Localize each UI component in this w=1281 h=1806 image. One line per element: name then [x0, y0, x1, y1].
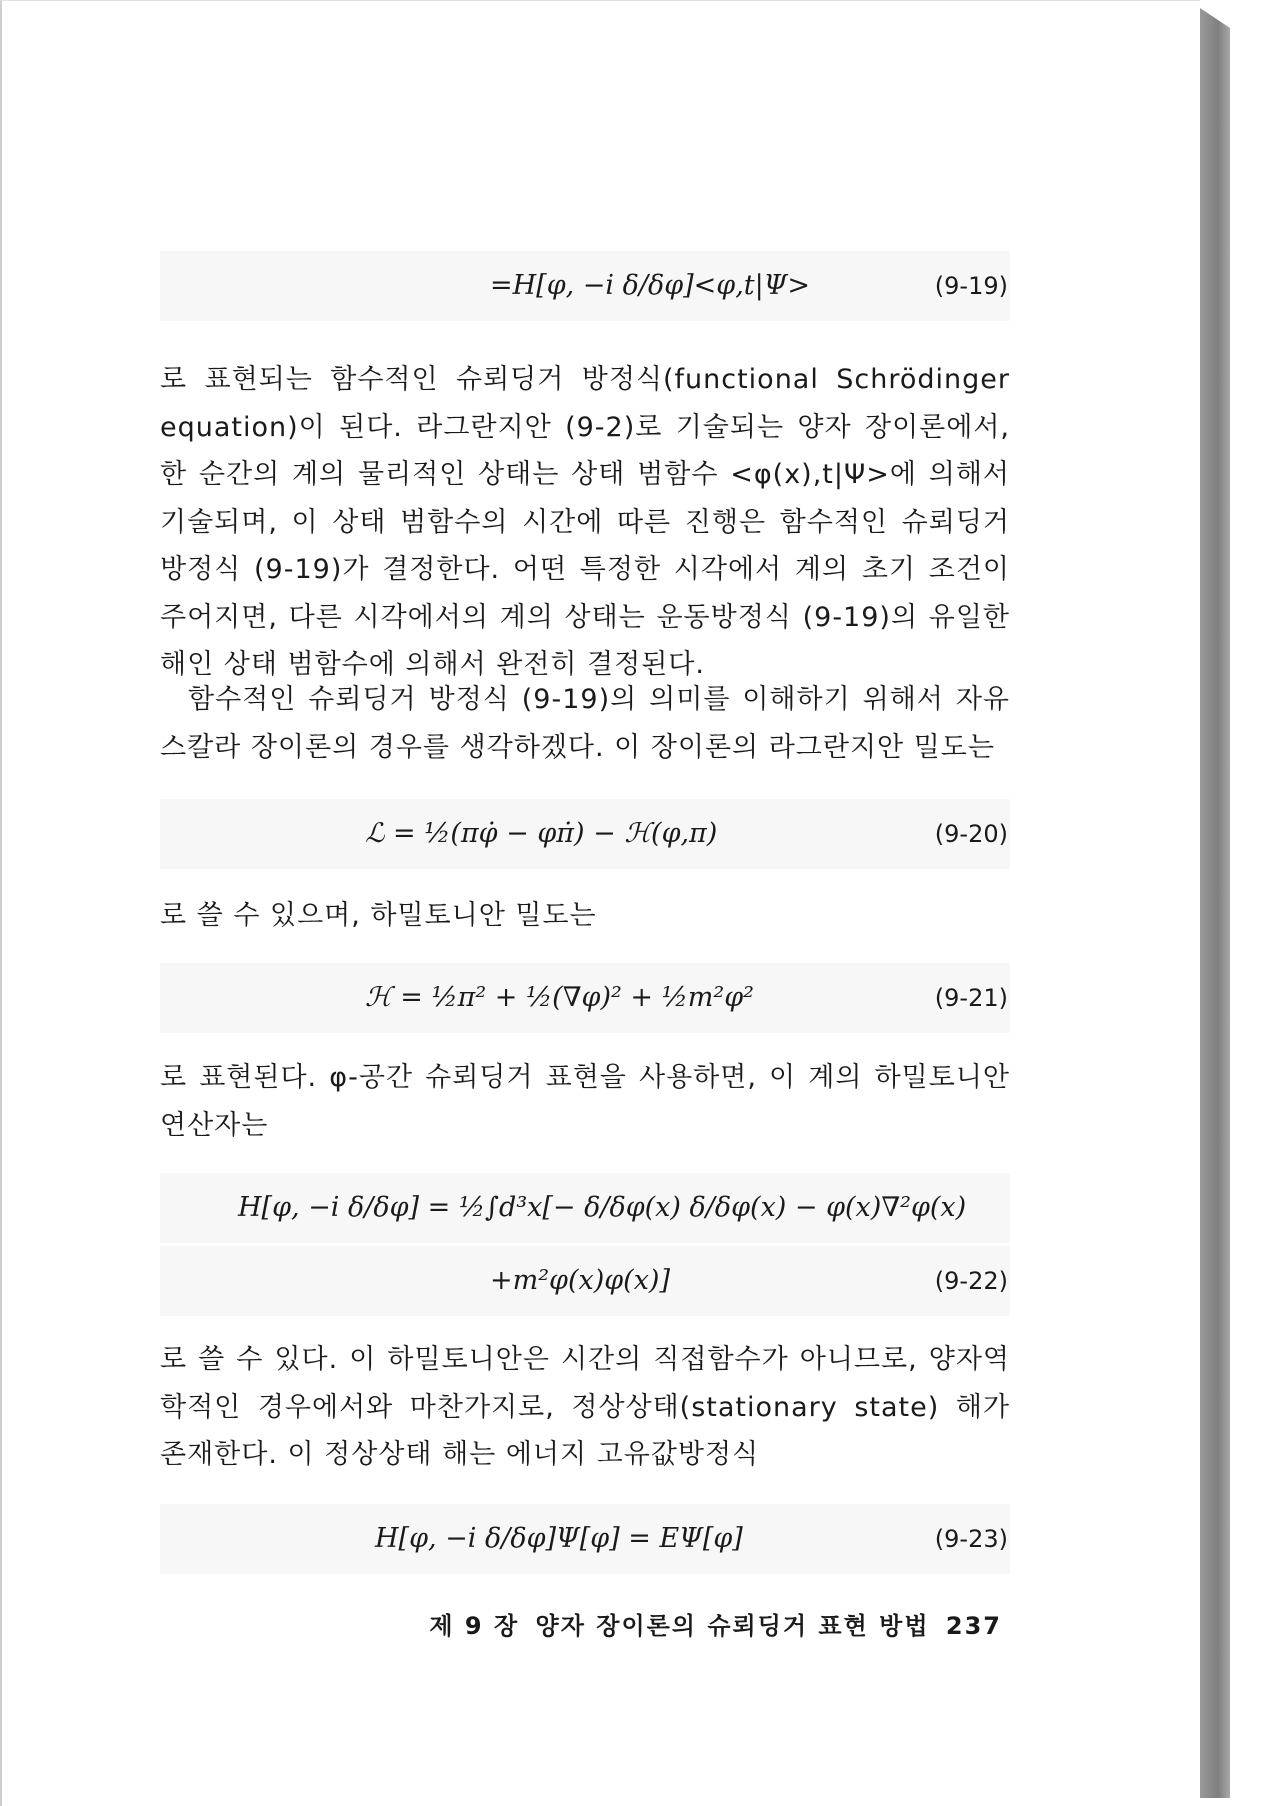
paragraph-5: 로 쓸 수 있다. 이 하밀토니안은 시간의 직접함수가 아니므로, 양자역학적인 경우에서와 마찬가지로, 정상상태(stationary state) 해가 존재한다. 이 정상상태 해는 에너지 고유값방정식: [160, 1344, 1010, 1470]
equation-9-20: [160, 799, 1010, 869]
equation-9-22-line-2: [160, 1246, 1010, 1316]
equation-expression: H[φ, −i δ/δφ]Ψ[φ] = EΨ[φ]: [375, 1523, 743, 1554]
footer-page-number: 237: [945, 1612, 1002, 1640]
paragraph-4: 로 표현된다. φ-공간 슈뢰딩거 표현을 사용하면, 이 계의 하밀토니안 연산자는: [160, 1062, 1010, 1141]
equation-expression: =H[φ, −i δ/δφ]<φ,t|Ψ>: [490, 270, 811, 301]
equation-number: (9-19): [934, 272, 1008, 300]
equation-number: (9-21): [934, 984, 1008, 1012]
equation-number: (9-22): [934, 1267, 1008, 1295]
running-footer: [302, 1606, 1002, 1641]
equation-9-21: [160, 963, 1010, 1033]
paragraph-3: 로 쓸 수 있으며, 하밀토니안 밀도는: [160, 900, 597, 931]
equation-expression: ℒ = ½(πφ̇ − φπ̇) − ℋ(φ,π): [365, 818, 718, 849]
paragraph-1: 로 표현되는 함수적인 슈뢰딩거 방정식(functional Schrödinger equation)이 된다. 라그란지안 (9-2)로 기술되는 양자 장이론에서, 한 순간의 계의 물리적인 상태는 상태 범함수 <φ(x),t|Ψ>에 의해서 기술되며, 이 상태 범함수의 시간에 따른 진행은 함수적인 슈뢰딩거 방정식 (9-19)가 결정한다. 어떤 특정한 시각에서 계의 초기 조건이 주어지면, 다른 시각에서의 계의 상태는 운동방정식 (9-19)의 유일한 해인 상태 범함수에 의해서 완전히 결정된다.: [160, 364, 1010, 680]
equation-9-19: [160, 251, 1010, 321]
equation-number: (9-20): [934, 820, 1008, 848]
equation-expression: H[φ, −i δ/δφ] = ½∫d³x[− δ/δφ(x) δ/δφ(x) − φ(x)∇²φ(x): [238, 1192, 967, 1223]
equation-expression: +m²φ(x)φ(x)]: [490, 1265, 670, 1296]
footer-title: 양자 장이론의 슈뢰딩거 표현 방법: [535, 1612, 930, 1640]
footer-chapter: 제 9 장: [429, 1612, 520, 1640]
equation-9-23: [160, 1504, 1010, 1574]
equation-number: (9-23): [934, 1525, 1008, 1553]
book-spine-edge: [1200, 8, 1230, 1798]
background-margin: [1230, 0, 1281, 1806]
paragraph-2: [160, 676, 1010, 771]
paragraph-2-text: 함수적인 슈뢰딩거 방정식 (9-19)의 의미를 이해하기 위해서 자유 스칼라 장이론의 경우를 생각하겠다. 이 장이론의 라그란지안 밀도는: [160, 684, 1010, 763]
equation-9-22-line-1: [160, 1173, 1010, 1243]
equation-expression: ℋ = ½π² + ½(∇φ)² + ½m²φ²: [365, 982, 754, 1013]
